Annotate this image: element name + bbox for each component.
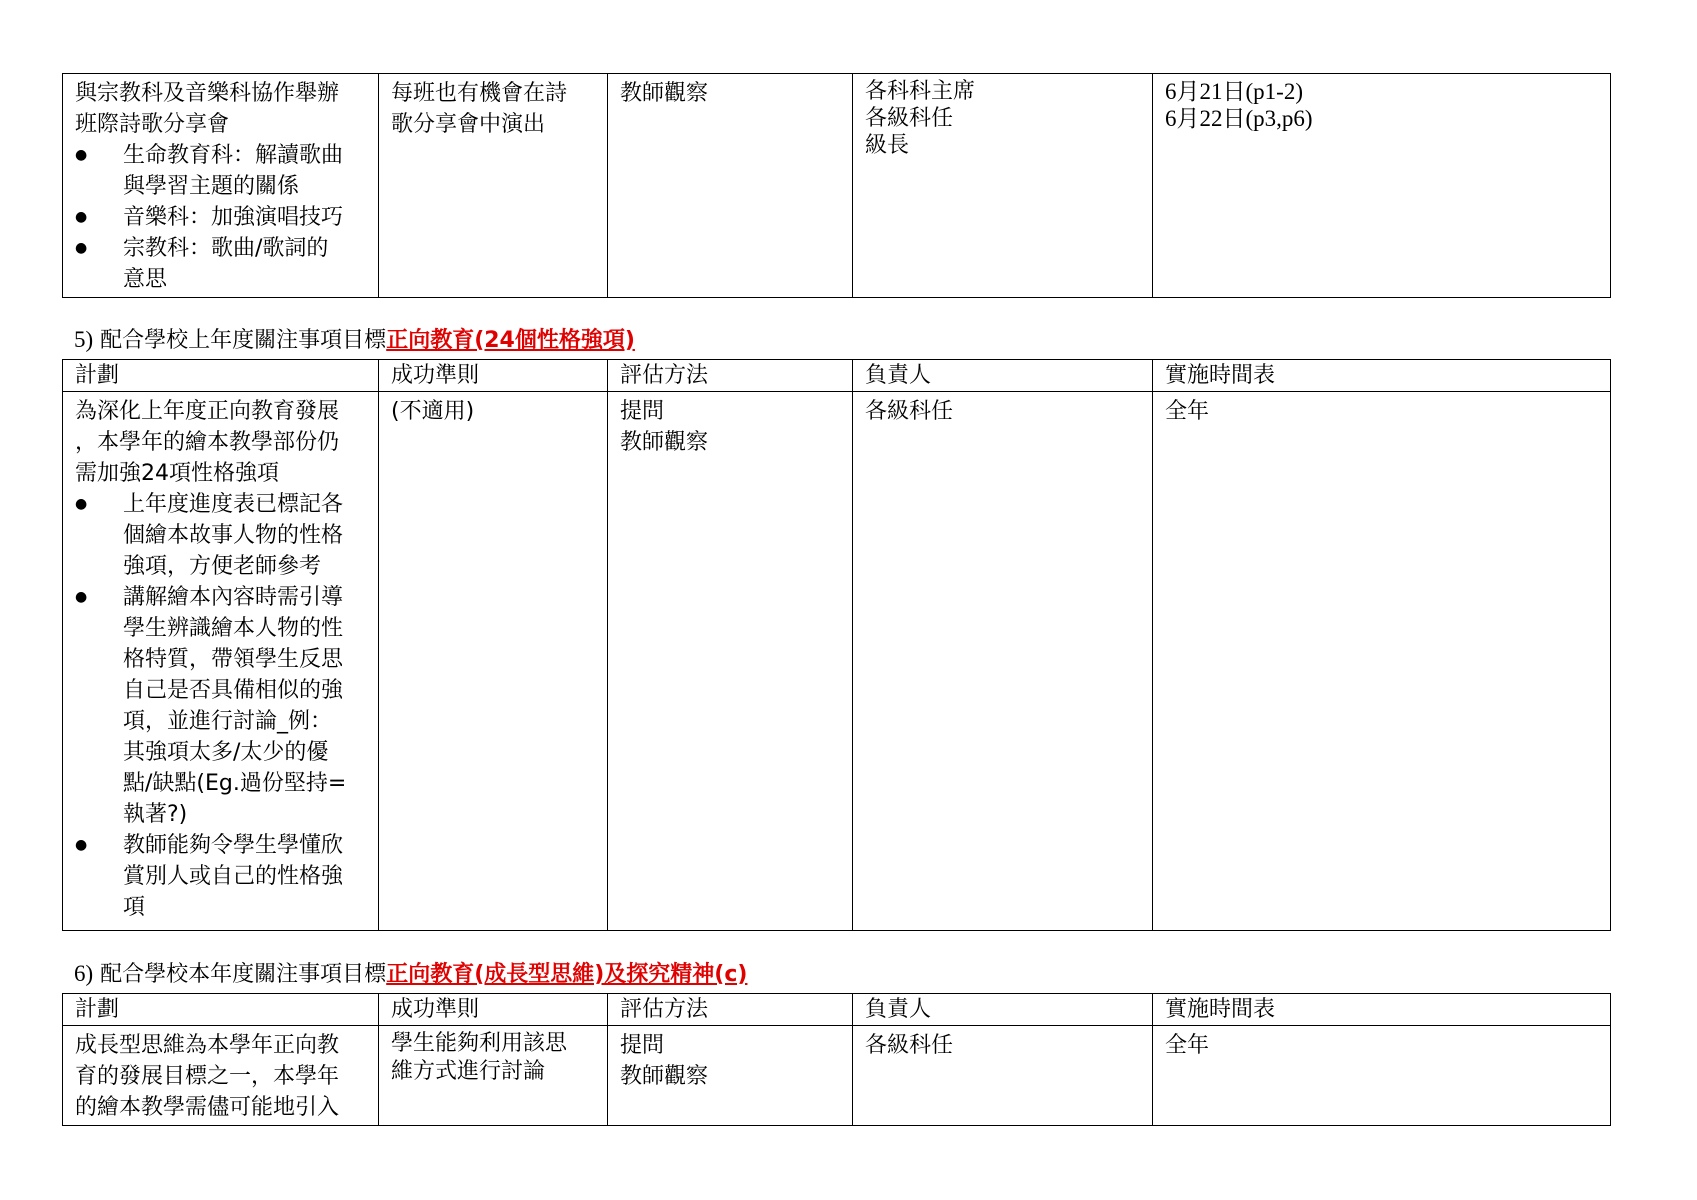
plan-cell: 成長型思維為本學年正向教 育的發展目標之一，本學年 的繪本教學需儘可能地引入 (63, 1026, 379, 1126)
plan-cell (63, 74, 379, 298)
table-row (63, 74, 1611, 298)
header-schedule: 實施時間表 (1153, 994, 1611, 1026)
list-item: ● 音樂科：加強演唱技巧 (75, 202, 366, 233)
plan-cell: 為深化上年度正向教育發展 ，本學年的繪本教學部份仍 需加強24項性格強項 ● 上年度進度表已標記各 個繪本故事人物的性格 強項，方便老師參考 ● 講解繪本內容時需引導 學生辨識繪本人物的性 格特質，帶領學生反思 自己是否具備相似的強 項，並進行討論_例： 其強項太多/太少的優 點/缺點(Eg.過份堅持= 執著?) ● 教師能夠令學生學懂欣 賞別人或自己的性格強 項 (63, 392, 379, 931)
header-schedule: 實施時間表 (1153, 360, 1611, 392)
list-item: ● 上年度進度表已標記各 個繪本故事人物的性格 強項，方便老師參考 (75, 489, 366, 582)
responsible-cell: 各級科任 (853, 1026, 1153, 1126)
plan-text: 班際詩歌分享會 (75, 112, 230, 137)
header-plan: 計劃 (63, 994, 379, 1026)
schedule-cell: 全年 (1153, 1026, 1611, 1126)
header-responsible: 負責人 (853, 994, 1153, 1026)
section-5-highlight: 正向教育(24個性格強項) (386, 328, 635, 353)
list-item: ● 教師能夠令學生學懂欣 賞別人或自己的性格強 項 (75, 830, 366, 923)
table-header-row (63, 994, 1611, 1026)
table-growth-mindset (62, 993, 1611, 1126)
list-item: ● 生命教育科：解讀歌曲 與學習主題的關係 (75, 140, 366, 202)
evaluation-cell: 教師觀察 (608, 74, 853, 298)
table-character-strengths (62, 359, 1611, 931)
plan-bullet-list (75, 140, 366, 295)
responsible-cell: 各級科任 (853, 392, 1153, 931)
table-row (63, 1026, 1611, 1126)
table-row (63, 392, 1611, 931)
section-6-heading: 6) 配合學校本年度關注事項目標正向教育(成長型思維)及探究精神(c) (74, 961, 748, 987)
list-item: ● 宗教科：歌曲/歌詞的 意思 (75, 233, 366, 295)
section-5-heading: 5) 配合學校上年度關注事項目標正向教育(24個性格強項) (74, 327, 635, 353)
schedule-cell: 全年 (1153, 392, 1611, 931)
plan-bullet-list (75, 489, 366, 923)
responsible-cell: 各科科主席 各級科任 級長 (853, 74, 1153, 298)
table-header-row (63, 360, 1611, 392)
criteria-cell: 每班也有機會在詩 歌分享會中演出 (379, 74, 608, 298)
criteria-cell: 學生能夠利用該思 維方式進行討論 (379, 1026, 608, 1126)
header-responsible: 負責人 (853, 360, 1153, 392)
header-criteria: 成功準則 (379, 360, 608, 392)
table-poetry-sharing (62, 73, 1611, 298)
schedule-cell: 6月21日(p1-2) 6月22日(p3,p6) (1153, 74, 1611, 298)
header-criteria: 成功準則 (379, 994, 608, 1026)
list-item: ● 講解繪本內容時需引導 學生辨識繪本人物的性 格特質，帶領學生反思 自己是否具備相似的強 項，並進行討論_例： 其強項太多/太少的優 點/缺點(Eg.過份堅持= 執著?) (75, 582, 366, 830)
evaluation-cell: 提問 教師觀察 (608, 392, 853, 931)
header-evaluation: 評估方法 (608, 360, 853, 392)
criteria-cell: (不適用) (379, 392, 608, 931)
header-evaluation: 評估方法 (608, 994, 853, 1026)
plan-text: 與宗教科及音樂科協作舉辦 (75, 81, 340, 106)
evaluation-cell: 提問 教師觀察 (608, 1026, 853, 1126)
section-6-highlight: 正向教育(成長型思維)及探究精神(c) (386, 962, 748, 987)
header-plan: 計劃 (63, 360, 379, 392)
